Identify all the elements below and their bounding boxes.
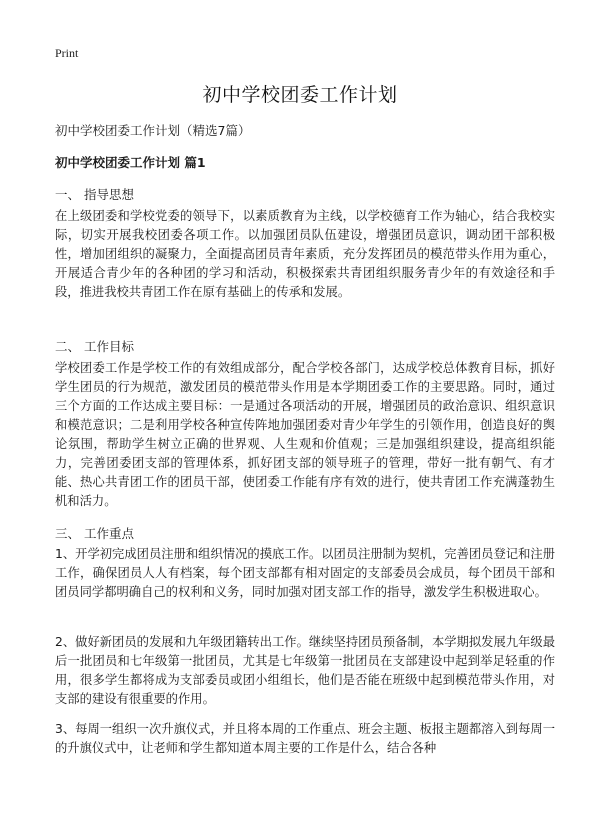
- section-paragraph: 2、做好新团员的发展和九年级团籍转出工作。继续坚持团员预备制，本学期拟发展九年级最后一批团员和七年级第一批团员，尤其是七年级第一批团员在支部建设中起到举足轻重的作用，很多学生都将成为支部委员或团小组组长，他们是否能在班级中起到模范带头作用，对支部的建设有很重要的作用。: [55, 635, 555, 706]
- document-title: 初中学校团委工作计划: [202, 84, 398, 106]
- section-paragraph: 3、每周一组织一次升旗仪式，并且将本周的工作重点、班会主题、板报主题都溶入到每周一的升旗仪式中，让老师和学生都知道本周主要的工作是什么，结合各种: [55, 722, 555, 755]
- section-heading-guiding-thought: 一、 指导思想: [55, 187, 134, 202]
- section-heading-work-goals: 二、 工作目标: [55, 339, 134, 354]
- section-heading-work-focus: 三、 工作重点: [55, 526, 134, 541]
- section-paragraph: 学校团委工作是学校工作的有效组成部分，配合学校各部门，达成学校总体教育目标，抓好学生团员的行为规范，激发团员的模范带头作用是本学期团委工作的主要思路。同时，通过三个方面的工作达成主要目标：一是通过各项活动的开展，增强团员的政治意识、组织意识和模范意识；二是利用学校各种宣传阵地加强团委对青少年学生的引领作用，创造良好的舆论氛围，帮助学生树立正确的世界观、人生观和价值观；三是加强组织建设，提高组织能力，完善团委团支部的管理体系，抓好团支部的领导班子的管理，带好一批有朝气、有才能、热心共青团工作的团员干部，使团委工作能有序有效的进行，使共青团工作充满蓬勃生机和活力。: [55, 361, 555, 508]
- section-paragraph: 在上级团委和学校党委的领导下，以素质教育为主线，以学校德育工作为轴心，结合我校实际，切实开展我校团委各项工作。以加强团员队伍建设，增强团员意识，调动团干部积极性，增加团组织的凝聚力，全面提高团员青年素质，充分发挥团员的模范带头作用为重心，开展适合青少年的各种团的学习和活动，积极探索共青团组织服务青少年的有效途径和手段，推进我校共青团工作在原有基础上的传承和发展。: [55, 209, 555, 299]
- document-subtitle: 初中学校团委工作计划（精选7篇）: [55, 123, 251, 138]
- section-paragraph: 1、开学初完成团员注册和组织情况的摸底工作。以团员注册制为契机，完善团员登记和注册工作，确保团员人人有档案，每个团支部都有相对固定的支部委员会成员，每个团员干部和团员同学都明确自己的权利和义务，同时加强对团支部工作的指导，激发学生积极进取心。: [55, 547, 555, 599]
- print-label: Print: [55, 46, 79, 60]
- article-title: 初中学校团委工作计划 篇1: [55, 155, 206, 170]
